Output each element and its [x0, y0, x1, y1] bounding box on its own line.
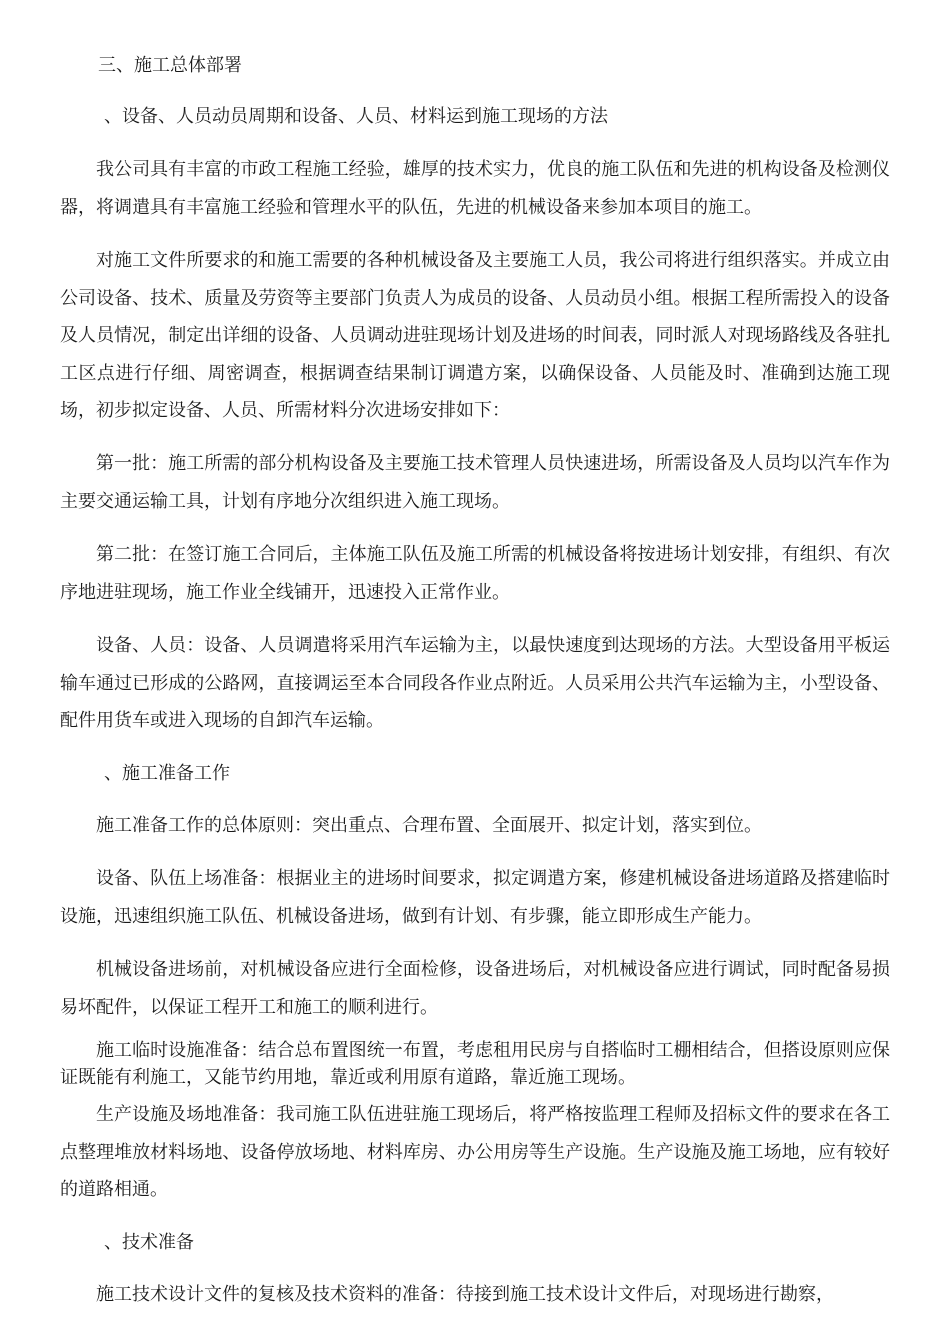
section-title: 三、施工总体部署 [98, 55, 242, 76]
paragraph-team-preparation: 设备、队伍上场准备：根据业主的进场时间要求，拟定调遣方案，修建机械设备进场道路及搭建临时设施，迅速组织施工队伍、机械设备进场，做到有计划、有步骤，能立即形成生产能力。 [60, 868, 890, 927]
paragraph-production-facilities: 生产设施及场地准备：我司施工队伍进驻施工现场后，将严格按监理工程师及招标文件的要求在各工点整理堆放材料场地、设备停放场地、材料库房、办公用房等生产设施。生产设施及施工场地，应有较好的道路相通。 [60, 1104, 890, 1200]
paragraph-preparation-principle: 施工准备工作的总体原则：突出重点、合理布置、全面展开、拟定计划，落实到位。 [96, 815, 762, 836]
subsection-title-preparation: 、施工准备工作 [104, 763, 230, 784]
paragraph-mobilization-team: 对施工文件所要求的和施工需要的各种机械设备及主要施工人员，我公司将进行组织落实。并成立由公司设备、技术、质量及劳资等主要部门负责人为成员的设备、人员动员小组。根据工程所需投入的设备及人员情况，制定出详细的设备、人员调动进驻现场计划及进场的时间表，同时派人对现场路线及各驻扎工区点进行仔细、周密调查，根据调查结果制订调遣方案，以确保设备、人员能及时、准确到达施工现场，初步拟定设备、人员、所需材料分次进场安排如下： [60, 250, 890, 421]
paragraph-temporary-facilities: 施工临时设施准备：结合总布置图统一布置，考虑租用民房与自搭临时工棚相结合，但搭设原则应保证既能有利施工，又能节约用地，靠近或利用原有道路，靠近施工现场。 [60, 1040, 890, 1088]
paragraph-equipment-personnel-transport: 设备、人员：设备、人员调遣将采用汽车运输为主，以最快速度到达现场的方法。大型设备用平板运输车通过已形成的公路网，直接调运至本合同段各作业点附近。人员采用公共汽车运输为主，小型设备、配件用货车或进入现场的自卸汽车运输。 [60, 635, 890, 731]
subsection-title-technical: 、技术准备 [104, 1232, 194, 1253]
paragraph-design-review: 施工技术设计文件的复核及技术资料的准备：待接到施工技术设计文件后，对现场进行勘察， [96, 1284, 834, 1305]
paragraph-first-batch: 第一批：施工所需的部分机构设备及主要施工技术管理人员快速进场，所需设备及人员均以汽车作为主要交通运输工具，计划有序地分次组织进入施工现场。 [60, 453, 890, 512]
subsection-title-mobilization: 、设备、人员动员周期和设备、人员、材料运到施工现场的方法 [104, 106, 608, 127]
paragraph-second-batch: 第二批：在签订施工合同后，主体施工队伍及施工所需的机械设备将按进场计划安排，有组织、有次序地进驻现场，施工作业全线铺开，迅速投入正常作业。 [60, 544, 890, 603]
paragraph-company-experience: 我公司具有丰富的市政工程施工经验，雄厚的技术实力，优良的施工队伍和先进的机构设备及检测仪器，将调遣具有丰富施工经验和管理水平的队伍，先进的机械设备来参加本项目的施工。 [60, 159, 890, 218]
paragraph-equipment-inspection: 机械设备进场前，对机械设备应进行全面检修，设备进场后，对机械设备应进行调试，同时配备易损易坏配件，以保证工程开工和施工的顺利进行。 [60, 959, 890, 1018]
